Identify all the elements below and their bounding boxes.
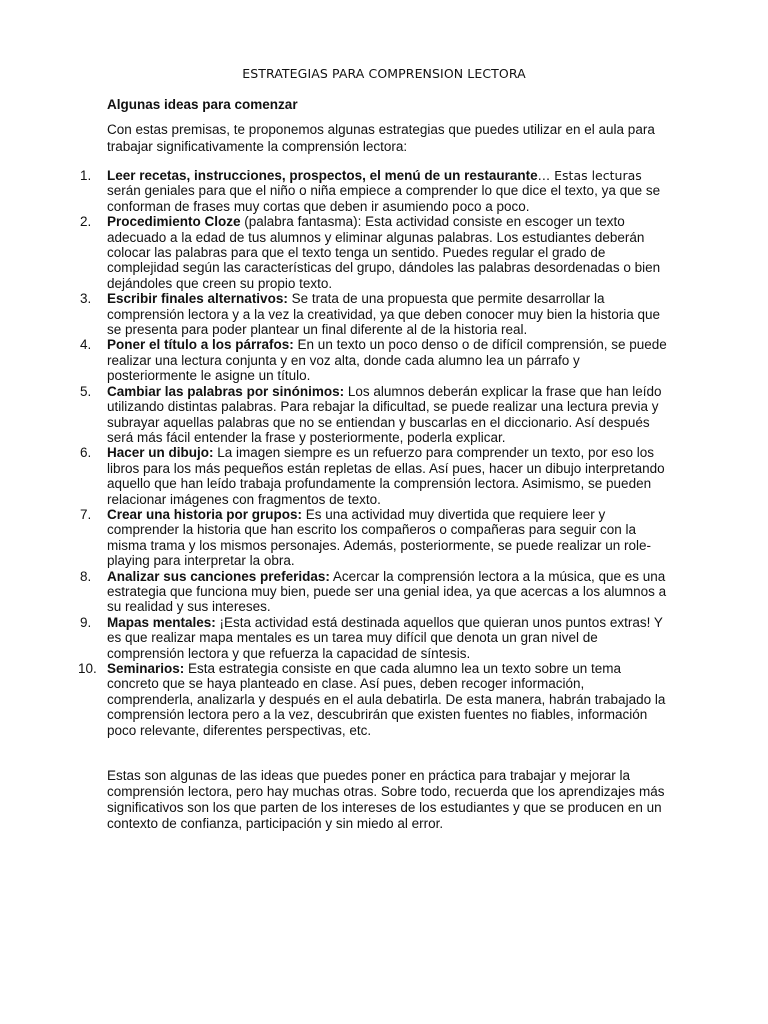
list-item-mid: Estas lecturas xyxy=(550,168,642,183)
list-item xyxy=(0,214,670,291)
list-item xyxy=(0,384,670,446)
list-item-lead: Mapas mentales: xyxy=(107,614,216,630)
list-item-body: En un texto un poco denso o de difícil comprensión, se puede realizar una lectura conjunta y en voz alta, donde cada alumno lea un párrafo y posteriormente le asigne un título. xyxy=(107,337,667,384)
list-item xyxy=(0,445,670,507)
section-subheading: Algunas ideas para comenzar xyxy=(107,97,298,112)
list-item-lead: Procedimiento Cloze xyxy=(107,214,241,230)
list-item-lead: Hacer un dibujo: xyxy=(107,445,214,461)
list-item-lead: Escribir finales alternativos: xyxy=(107,291,288,307)
list-item-number: 7. xyxy=(80,506,92,522)
list-item-lead: Leer recetas, instrucciones, prospectos, el menú de un restaurante xyxy=(107,168,538,183)
document-title: ESTRATEGIAS PARA COMPRENSION LECTORA xyxy=(242,66,526,81)
list-item-body: Esta estrategia consiste en que cada alumno lea un texto sobre un tema concreto que se haya planteado en clase. Así pues, deben recoger información, comprenderla, analizarla y después en el aula debatirla. De esta manera, habrán trabajado la comprensión lectora pero a la vez, descubrirán que existen fuentes no fiables, información poco relevante, diferentes perspectivas, etc. xyxy=(107,661,666,738)
list-item xyxy=(0,168,670,214)
list-item xyxy=(0,291,670,337)
list-item-lead: Seminarios: xyxy=(107,661,185,676)
list-item-lead: Cambiar las palabras por sinónimos: xyxy=(107,383,345,399)
list-item xyxy=(0,569,670,615)
intro-paragraph: Con estas premisas, te proponemos algunas estrategias que puedes utilizar en el aula para trabajar significativamente la comprensión lectora: xyxy=(107,122,655,154)
list-item-lead: Crear una historia por grupos: xyxy=(107,506,303,522)
list-item xyxy=(0,337,670,383)
list-item-lead: Poner el título a los párrafos: xyxy=(107,337,294,353)
list-item-lead: Analizar sus canciones preferidas: xyxy=(107,568,330,584)
list-item-body: Es una actividad muy divertida que requiere leer y comprender la historia que han escrito los compañeros o compañeras para seguir con la misma trama y los mismos personajes. Además, posteriormente, se puede realizar un role-playing para interpretar la obra. xyxy=(107,506,651,569)
list-item-body: Los alumnos deberán explicar la frase que han leído utilizando distintas palabras. Para rebajar la dificultad, se puede realizar una lectura previa y subrayar aquellas palabras que no se entiendan y buscarlas en el diccionario. Así después será más fácil entender la frase y posteriormente, poderla explicar. xyxy=(107,383,662,445)
list-item-body: ¡Esta actividad está destinada aquellos que quieran unos puntos extras! Y es que realizar mapa mentales es un tarea muy difícil que denota un gran nivel de comprensión lectora y que refuerza la capacidad de síntesis. xyxy=(107,614,663,661)
strategy-list xyxy=(0,168,768,738)
list-item-body: (palabra fantasma): Esta actividad consiste en escoger un texto adecuado a la edad de tus alumnos y eliminar algunas palabras. Los estudiantes deberán colocar las palabras para que el texto tenga un sentido. Puedes regular el grado de complejidad según las características del grupo, dándoles las palabras desordenadas o bien dejándoles que creen su propio texto. xyxy=(107,214,661,291)
list-item-number: 4. xyxy=(80,337,92,353)
list-item-number: 2. xyxy=(80,214,92,230)
list-item xyxy=(0,507,670,569)
list-item-body: La imagen siempre es un refuerzo para comprender un texto, por eso los libros para los más pequeños están repletas de ellas. Así pues, hacer un dibujo interpretando aquello que han leído trabaja profundamente la comprensión lectora. Asimismo, se pueden relacionar imágenes con fragmentos de texto. xyxy=(107,445,665,507)
list-item-body: Acercar la comprensión lectora a la música, que es una estrategia que funciona muy bien, puede ser una genial idea, ya que acercas a los alumnos a su realidad y sus intereses. xyxy=(107,568,667,615)
list-item-number: 10. xyxy=(78,661,97,676)
list-item-number: 8. xyxy=(80,568,92,584)
list-item-number: 5. xyxy=(80,383,92,399)
list-item-number: 9. xyxy=(80,614,92,630)
list-item-number: 6. xyxy=(80,445,92,461)
list-item xyxy=(0,615,670,661)
list-item-body: Se trata de una propuesta que permite desarrollar la comprensión lectora y a la vez la creatividad, ya que deben conocer muy bien la historia que se presenta para poder plantear un final diferente al de la historia real. xyxy=(107,291,661,338)
list-item-ellipsis: … xyxy=(537,168,551,183)
list-item-number: 1. xyxy=(80,168,92,183)
list-item-body: serán geniales para que el niño o niña empiece a comprender lo que dice el texto, ya que se conforman de frases muy cortas que deben ir asumiendo poco a poco. xyxy=(107,183,661,214)
closing-paragraph: Estas son algunas de las ideas que puedes poner en práctica para trabajar y mejorar la comprensión lectora, pero hay muchas otras. Sobre todo, recuerda que los aprendizajes más significativos son los que parten de los intereses de los estudiantes y que se producen en un contexto de confianza, participación y sin miedo al error. xyxy=(107,768,665,831)
list-item-number: 3. xyxy=(80,291,92,307)
list-item xyxy=(0,661,670,738)
